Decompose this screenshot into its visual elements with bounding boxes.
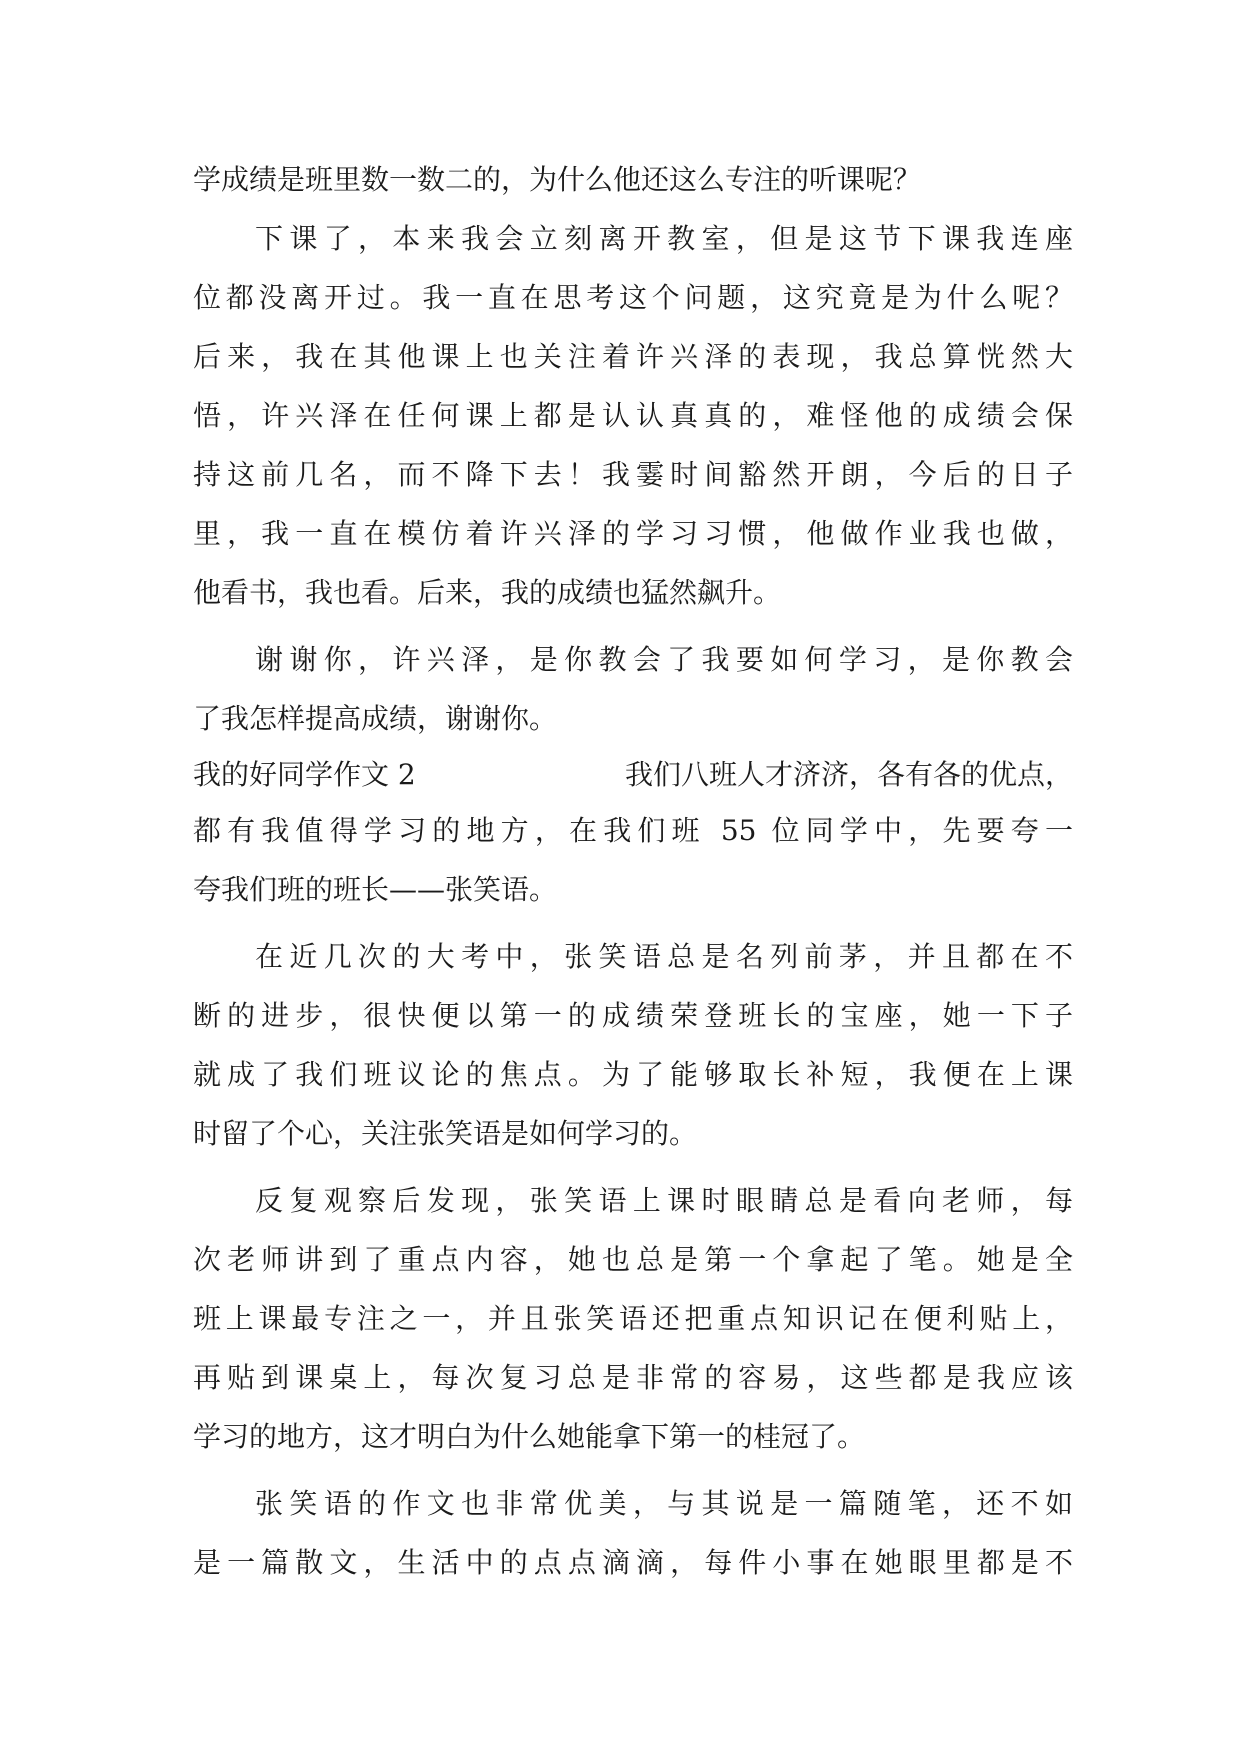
essay-title: 我的好同学作文 2	[193, 758, 416, 791]
essay-heading	[193, 748, 1073, 801]
text-line: 悟，许兴泽在任何课上都是认认真真的，难怪他的成绩会保	[193, 399, 1073, 432]
text-line: 时留了个心，关注张笑语是如何学习的。	[193, 1117, 698, 1150]
text-line: 下课了，本来我会立刻离开教室，但是这节下课我连座	[255, 222, 1073, 255]
text-line: 学习的地方，这才明白为什么她能拿下第一的桂冠了。	[193, 1420, 866, 1453]
text-line: 班上课最专注之一，并且张笑语还把重点知识记在便利贴上，	[193, 1302, 1073, 1335]
text-line: 我们八班人才济济，各有各的优点，	[624, 758, 1073, 791]
text-line: 是一篇散文，生活中的点点滴滴，每件小事在她眼里都是不	[193, 1546, 1073, 1579]
text-line: 学成绩是班里数一数二的，为什么他还这么专注的听课呢？	[193, 163, 922, 196]
text-line: 了我怎样提高成绩，谢谢你。	[193, 702, 558, 735]
text-line: 谢谢你，许兴泽，是你教会了我要如何学习，是你教会	[255, 643, 1073, 676]
text-line: 再贴到课桌上，每次复习总是非常的容易，这些都是我应该	[193, 1361, 1073, 1394]
text-line: 持这前几名，而不降下去！我霎时间豁然开朗，今后的日子	[193, 458, 1073, 491]
text-line: 次老师讲到了重点内容，她也总是第一个拿起了笔。她是全	[193, 1243, 1073, 1276]
text-line: 位都没离开过。我一直在思考这个问题，这究竟是为什么呢？	[193, 281, 1073, 314]
text-line: 里，我一直在模仿着许兴泽的学习习惯，他做作业我也做，	[193, 517, 1073, 550]
text-line: 都有我值得学习的地方，在我们班 55 位同学中，先要夸一	[193, 814, 1073, 847]
text-line: 后来，我在其他课上也关注着许兴泽的表现，我总算恍然大	[193, 340, 1073, 373]
text-line: 断的进步，很快便以第一的成绩荣登班长的宝座，她一下子	[193, 999, 1073, 1032]
text-line: 就成了我们班议论的焦点。为了能够取长补短，我便在上课	[193, 1058, 1073, 1091]
text-line: 夸我们班的班长——张笑语。	[193, 873, 558, 906]
text-line: 他看书，我也看。后来，我的成绩也猛然飙升。	[193, 576, 782, 609]
text-line: 在近几次的大考中，张笑语总是名列前茅，并且都在不	[255, 940, 1073, 973]
essay-body	[193, 150, 1073, 1592]
text-line: 张笑语的作文也非常优美，与其说是一篇随笔，还不如	[255, 1487, 1073, 1520]
text-line: 反复观察后发现，张笑语上课时眼睛总是看向老师，每	[255, 1184, 1073, 1217]
